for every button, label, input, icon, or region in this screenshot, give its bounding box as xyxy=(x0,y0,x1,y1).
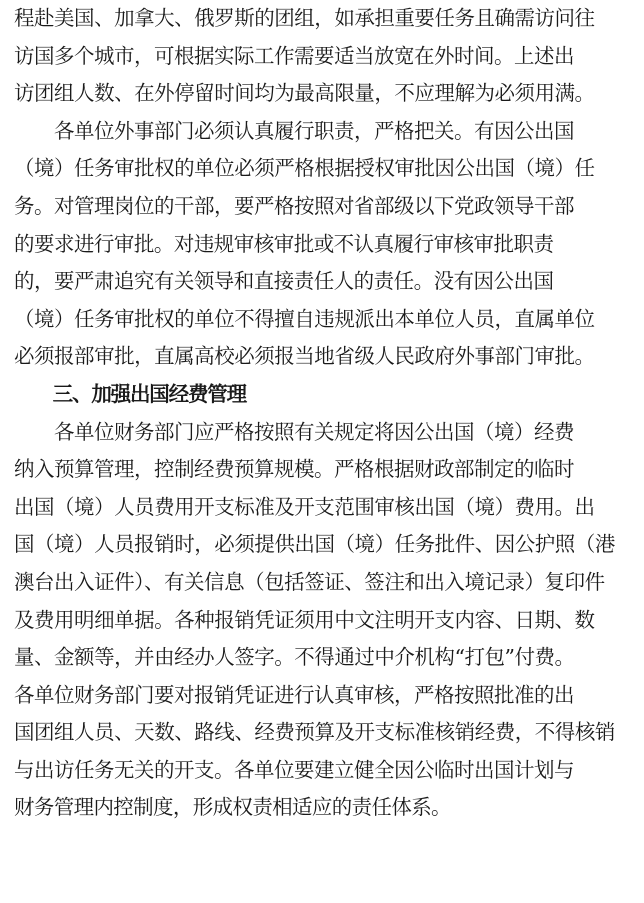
text-line-12: 各单位财务部门应严格按照有关规定将因公出国（境）经费 xyxy=(14,419,574,444)
text-line-3: 访团组人数、在外停留时间均为最高限量，不应理解为必须用满。 xyxy=(14,81,595,106)
text-line-13: 纳入预算管理，控制经费预算规模。严格根据财政部制定的临时 xyxy=(14,457,574,482)
text-line-1: 程赴美国、加拿大、俄罗斯的团组，如承担重要任务且确需访问往 xyxy=(14,6,595,30)
text-line-4: 各单位外事部门必须认真履行职责，严格把关。有因公出国 xyxy=(14,118,574,143)
text-line-10: 必须报部审批，直属高校必须报当地省级人民政府外事部门审批。 xyxy=(14,344,595,369)
text-line-20: 国团组人员、天数、路线、经费预算及开支标准核销经费，不得核销 xyxy=(14,720,615,745)
text-line-21: 与出访任务无关的开支。各单位要建立健全因公临时出国计划与 xyxy=(14,757,574,782)
text-line-14: 出国（境）人员费用开支标准及开支范围审核出国（境）费用。出 xyxy=(14,494,595,519)
text-line-16: 澳台出入证件）、有关信息（包括签证、签注和出入境记录）复印件 xyxy=(14,569,605,594)
text-line-17: 及费用明细单据。各种报销凭证须用中文注明开支内容、日期、数 xyxy=(14,607,595,632)
text-line-5: （境）任务审批权的单位必须严格根据授权审批因公出国（境）任 xyxy=(14,156,595,181)
text-line-18: 量、金额等，并由经办人签字。不得通过中介机构“打包”付费。 xyxy=(14,645,575,670)
document-page xyxy=(14,0,644,827)
text-line-9: （境）任务审批权的单位不得擅自违规派出本单位人员，直属单位 xyxy=(14,306,595,331)
text-line-7: 的要求进行审批。对违规审核审批或不认真履行审核审批职责 xyxy=(14,231,554,256)
text-line-15: 国（境）人员报销时，必须提供出国（境）任务批件、因公护照（港 xyxy=(14,532,615,557)
text-line-8: 的，要严肃追究有关领导和直接责任人的责任。没有因公出国 xyxy=(14,269,554,294)
text-line-22: 财务管理内控制度，形成权责相适应的责任体系。 xyxy=(14,795,451,820)
text-line-6: 务。对管理岗位的干部，要严格按照对省部级以下党政领导干部 xyxy=(14,193,574,218)
text-line-19: 各单位财务部门要对报销凭证进行认真审核，严格按照批准的出 xyxy=(14,682,574,707)
text-line-2: 访国多个城市，可根据实际工作需要适当放宽在外时间。上述出 xyxy=(14,43,574,68)
section-heading: 三、加强出国经费管理 xyxy=(14,381,246,406)
